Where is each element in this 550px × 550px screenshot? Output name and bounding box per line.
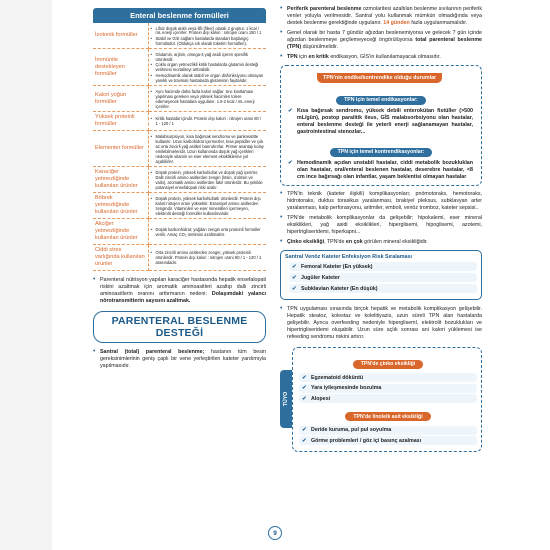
zinc-item-1: ✔ Egzematoid döküntü (299, 373, 477, 382)
zinc-mid: , TPN'de (324, 239, 346, 246)
metabolic-complications-bullet: • TPN'de metabolik komplikasyonlar da gelişebilir; hipokalemi, eser mineral eksiklikleri, yağ asidi eksiklikleri, hiperglisemi, hipoglisemi, azotemi, hipertrigliseridemi, hiperkapni... (280, 215, 482, 236)
formula-description (148, 131, 266, 167)
list-item: • Düşük karbonhidrat; yağdan zengin orta proteinli formüller verilir. Amaç CO₂ üretimini azaltmaktır. (151, 227, 265, 237)
table-row (93, 86, 266, 112)
central-tpn-bold: Santral (total) parenteral beslenme; (100, 349, 205, 356)
enteral-table-title: Enteral beslenme formülleri (93, 8, 266, 23)
tpn-critical-bold2: en kritik (308, 54, 329, 61)
formula-description (148, 193, 266, 219)
tpn-7day-text: Genel olarak bir hasta 7 gündür ağızdan beslenemiyorsa ve gelecek 7 gün içinde ağızdan beslenmeye geçilemeyeceği öngörülüyorsa (287, 30, 482, 44)
formula-category: Akciğer yetmezliğinde kullanılan ürünler (93, 219, 148, 245)
linoleic-heading (299, 405, 477, 423)
linoleic-title: TPN'de linoleik asit eksikliği (345, 412, 430, 421)
list-item: • Glutamin, arjinin, omega-3 yağ asidi içeren spesifik ürünlerdir. (151, 52, 265, 62)
table-row (93, 167, 266, 193)
list-item: • Düşük protein, yüksek karbohidrat ve düşük yağ içerirler. Dallı zincirli amino asitlerden zengin (lösin, izolösin ve valin), aromatik amino asitlerden fakir ürünlerdir. Bu şekilde potansiyel ensefalopati riski azalır. (151, 170, 265, 190)
formula-category: Yüksek proteinli formüller (93, 112, 148, 131)
tpn-indication-box (280, 65, 482, 186)
list-item: • Çoklu organ yetmezlikli kritik hastalarda glutamin desteği verilmesi mortaliteyi arttırabilir. (151, 62, 265, 72)
tpn-box-tab: TPN'nin endike/kontrendike olduğu durumlar (317, 73, 442, 83)
note-text: Parenteral nütrisyon yapılan karaciğer hastasında hepatik ensefalopati riskini azaltmak için aromatik aminoasitleri azaltıp dallı zincirli aminoasitlerin oranını arttırmanın nedeni: (100, 276, 266, 298)
catheter-risk-box (280, 250, 482, 300)
table-row (93, 49, 266, 86)
formula-description (148, 112, 266, 131)
tpn-critical-tail: endikasyon, GİS'in kullanılamayacak olmasıdır. (328, 54, 441, 61)
hepatic-encephalopathy-note (93, 277, 266, 305)
zinc-bold2: en çok (345, 239, 363, 246)
side-margin (0, 0, 52, 550)
tip-tab (280, 370, 292, 428)
peripheral-tail: fazla uygulanmamalıdır. (409, 20, 468, 27)
tpn-7day-bold: total parenteral beslenme (TPN) (287, 37, 482, 51)
enteral-formula-table (93, 23, 266, 271)
tip-box (283, 347, 482, 452)
tip-tab-label: TÜYO (283, 392, 290, 407)
page-number: 9 (268, 526, 282, 540)
tpn-critical-bold1: TPN (287, 54, 298, 61)
risk-item-femoral: ✔ Femoral Kateter (En yüksek) (289, 262, 477, 271)
formula-category: Ciddi stres varlığında kullanılan ürünler (93, 245, 148, 271)
central-tpn-note (93, 349, 266, 370)
linoleic-item-2: ✔ Görme problemleri / göz içi basınç azalması (299, 436, 477, 445)
list-item: • Hemodinamik olarak stabil ve organ disfonksiyonu olmayan yanıklı ve travmalı hastalarda glutaminin faydalıdır. (151, 73, 265, 83)
table-row (93, 23, 266, 49)
zinc-item-2: ✔ Yara iyileşmesinde bozulma (299, 384, 477, 393)
tpn-7day-tail: düşünülmelidir. (301, 44, 338, 51)
formula-description (148, 23, 266, 49)
zinc-item-3: ✔ Alopesi (299, 394, 477, 403)
formula-category: Böbrek yetmezliğinde kullanılan ürünler (93, 193, 148, 219)
tpn-critical-bullet (280, 54, 482, 61)
tpn-critical-text: için (297, 54, 309, 61)
formula-description (148, 245, 266, 271)
formula-category: İmmünite destekleyen formüller (93, 49, 148, 86)
contra-heading (281, 140, 481, 158)
section-title: PARENTERAL BESLENME DESTEĞİ (93, 311, 266, 343)
formula-description (148, 167, 266, 193)
indication-heading (281, 88, 481, 106)
zinc-tail: görülen mineral eksikliğidir. (362, 239, 428, 246)
table-row (93, 193, 266, 219)
left-column (93, 8, 266, 370)
list-item: • Orta zincirli amino asitlerden zengin, yüksek proteinli ürünlerdir. Protein dışı kalori : nitrojen oranı 90 / 1 - 120 / 1 arasındadır. (151, 250, 265, 265)
technical-complications-bullet: • TPN'in teknik (kateter ilişkili) komplikasyonları; pnömotoraks, hemotoraks, hidrotoraks, duktus torasikus yaralanması, brakiyel pleksus, subklavyan arter yaralanması, kalp perforasyonu, aritmiler, emboli, venöz tromboz, kateter sepsisi.. (280, 191, 482, 212)
list-item: • Lifsiz düşük atıklı veya lifli (fiber) olarak 2 gruptur. 1 kcal / mL enerji içerirler. Protein dışı kalori : nitrojen oranı 150 / 1 (151, 26, 265, 36)
contra-item: ✔ Hemodinamik açıdan unstabil hastalar, ciddi metabolik bozukluklan olan hastalar, oral/enteral beslenen hastalar, deserebre hastalar, <8 cm ince bağırsağı olan infantlar, yaşam beklentisi olmayan hastalar (281, 158, 481, 181)
risk-box-title: Santral Venöz Kateter Enfeksiyon Risk Sıralaması (285, 254, 413, 261)
list-item: • Aynı hacimde daha fazla kalori sağlar. Sıvı kısıtlaması yapılması gereken veya yüksek hacimleri tolere edemeyecek hastalara uygulanır. 1.5-2 kcal / mL enerji içerirler. (151, 89, 265, 109)
contra-title: TPN için temel kontrendikasyonlar: (330, 148, 433, 157)
formula-description (148, 86, 266, 112)
table-row (93, 131, 266, 167)
indication-item: ✔ Kısa bağırsak sendromu, yüksek debili enterokütan fistüller (>500 mL/gün), postop paralitik ileus, GİS malabsorbsiyonu olan hastalar, enteral beslenme desteği ile yeterli enerji sağlanamayan hastalar, gastrointestinal stenozlar... (281, 106, 481, 136)
formula-category: Karaciğer yetmezliğinde kullanılan ürünler (93, 167, 148, 193)
formula-description (148, 219, 266, 245)
table-row (93, 112, 266, 131)
right-column (280, 6, 482, 452)
risk-item-subclavian: ✔ Subklavian Kateter (En düşük) (289, 284, 477, 293)
peripheral-bullet (280, 6, 482, 27)
peripheral-highlight: 14 günden (383, 20, 410, 27)
list-item: • Stabil ve GİS sağlam hastalarda standart başlangıç formülüdür. (Oldukça sık olarak tüketim formülleri). (151, 36, 265, 46)
formula-description (148, 49, 266, 86)
zinc-deficiency-title: TPN'de çinko eksikliği (353, 360, 424, 369)
central-tpn-text: hastanın tüm besin gereksinimlerinin geniş çaplı bir vene yerleştirilen kateter yardımıyla yapılmasıdır. (100, 349, 266, 370)
risk-item-jugular: ✔ Jugüler Kateter (289, 273, 477, 282)
table-row (93, 219, 266, 245)
zinc-bold1: Çinko eksikliği (287, 239, 325, 246)
formula-category: Kalori yoğun formüller (93, 86, 148, 112)
list-item: • Malabsorpsiyon, kısa bağırsak sendromu ve pankreatitte kullanılır. Uzun karbohidrat içermezler, kısa peptidler ve çok az orta zincirli yağ asitleri barındırırlar. Primer avantajı kolay emilebilmeleridir. Uzun kullanımda düşük yağ içerikleri nedeniyle vitamin ve eser element eksikliklerine yol açabilirler. (151, 134, 265, 164)
zinc-bullet (280, 239, 482, 246)
peripheral-text: ozmolaritesi azaltılan beslenme sıvılarının periferik venler yoluyla verilmesidir. Santral yolu kullanmak mümkün olmadığında veya destek beslenme gerektiğinde uygulanır. (287, 6, 482, 27)
linoleic-item-1: ✔ Deride kuruma, pul pul soyulma (299, 426, 477, 435)
hepatic-complications-bullet: • TPN uygulaması sırasında birçok hepatik ve metabolik komplikasyon gelişebilir. Hepatik steatoz, kolestaz ve kolelitiyazis, uzun süreli TPN alan hastalarda gelişebilir. Aynca overfeeding nedeniyle hipergliseml, elektrolit bozuklukları ve hipertrigliseridemi oluşabilir. Uzun süre açlık sonrası ani kalori yüklemesi ise refeeding sendromu riskini artırır. (280, 306, 482, 341)
note-bold: Dolaşımdaki yalancı nörotransmitterin sayısını azaltmak. (100, 291, 266, 305)
peripheral-bold: Periferik parenteral beslenme (287, 6, 362, 12)
tpn-7day-bullet (280, 30, 482, 51)
formula-category: Elementer formüller (93, 131, 148, 167)
list-item: • Kritik hastalar içindir. Protein dışı kalori : nitrojen oranı 80 / 1 - 120 / 1 (151, 116, 265, 126)
list-item: • Düşük protein, yüksek karbohidratlı ürünlerdir. Protein dışı kalori:nitrojen oranı yüksektir. Esansiyel amino asitlerden zengindir. Vitaminleri ve eser mineralleri içermeyen, elektrolit desteği formüller kullanılmalıdır. (151, 196, 265, 216)
zinc-deficiency-heading (299, 352, 477, 370)
table-row (93, 245, 266, 271)
indication-title: TPN için temel endikasyonlar: (336, 96, 426, 105)
formula-category: İzotonik formüller (93, 23, 148, 49)
